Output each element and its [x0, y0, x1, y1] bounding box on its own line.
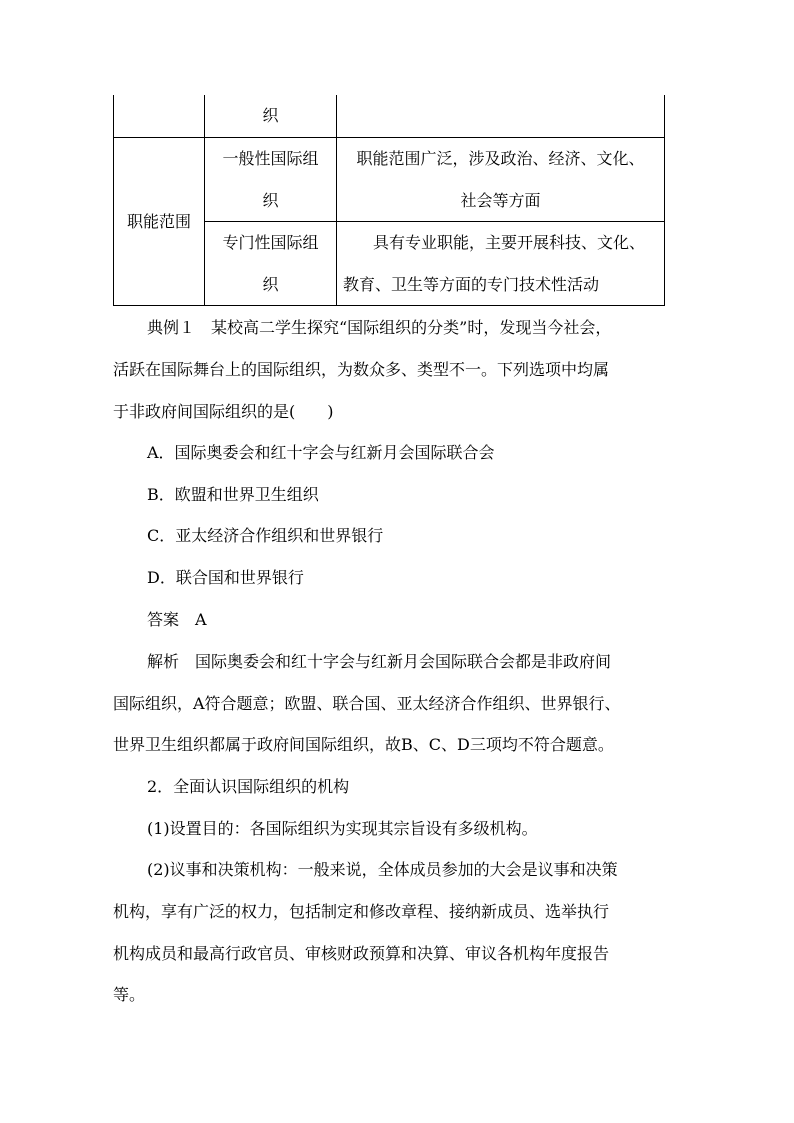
option-c: C．亚太经济合作组织和世界银行	[147, 526, 384, 545]
paragraph: (1)设置目的：各国际组织为实现其宗旨设有多级机构。	[147, 819, 538, 838]
option-b: B．欧盟和世界卫生组织	[147, 485, 319, 504]
table-cell: 教育、卫生等方面的专门技术性活动	[343, 275, 600, 294]
paragraph: 机构成员和最高行政官员、审核财政预算和决算、审议各机构年度报告	[113, 944, 610, 963]
answer: 答案 A	[147, 610, 207, 629]
table-cell: 具有专业职能，主要开展科技、文化、	[373, 233, 646, 252]
option-a: A．国际奥委会和红十字会与红新月会国际联合会	[147, 443, 495, 462]
table-cell: 职能范围广泛，涉及政治、经济、文化、	[356, 149, 645, 168]
analysis-line: 世界卫生组织都属于政府间国际组织，故B、C、D三项均不符合题意。	[113, 735, 614, 754]
table-border-right	[664, 95, 665, 306]
paragraph: 等。	[113, 985, 146, 1004]
example-question-line: 活跃在国际舞台上的国际组织，为数众多、类型不一。下列选项中均属	[113, 360, 610, 379]
table-row-header: 职能范围	[126, 212, 191, 231]
table-cell: 社会等方面	[460, 191, 541, 210]
classification-table	[113, 95, 665, 306]
example-question-line: 于非政府间国际组织的是( )	[113, 402, 334, 421]
table-cell: 织	[262, 106, 279, 125]
section-heading: 2．全面认识国际组织的机构	[147, 777, 350, 796]
example-question-line: 典例１ 某校高二学生探究“国际组织的分类”时，发现当今社会，	[147, 318, 612, 337]
table-cell: 织	[262, 275, 279, 294]
analysis-line: 国际组织，A符合题意；欧盟、联合国、亚太经济合作组织、世界银行、	[113, 694, 621, 713]
option-d: D．联合国和世界银行	[147, 568, 304, 587]
table-cell: 织	[262, 191, 279, 210]
paragraph: (2)议事和决策机构：一般来说，全体成员参加的大会是议事和决策	[147, 860, 618, 879]
paragraph: 机构，享有广泛的权力，包括制定和修改章程、接纳新成员、选举执行	[113, 902, 610, 921]
table-cell: 专门性国际组	[222, 233, 319, 252]
table-cell: 一般性国际组	[222, 149, 319, 168]
analysis-line: 解析 国际奥委会和红十字会与红新月会国际联合会都是非政府间	[147, 652, 612, 671]
